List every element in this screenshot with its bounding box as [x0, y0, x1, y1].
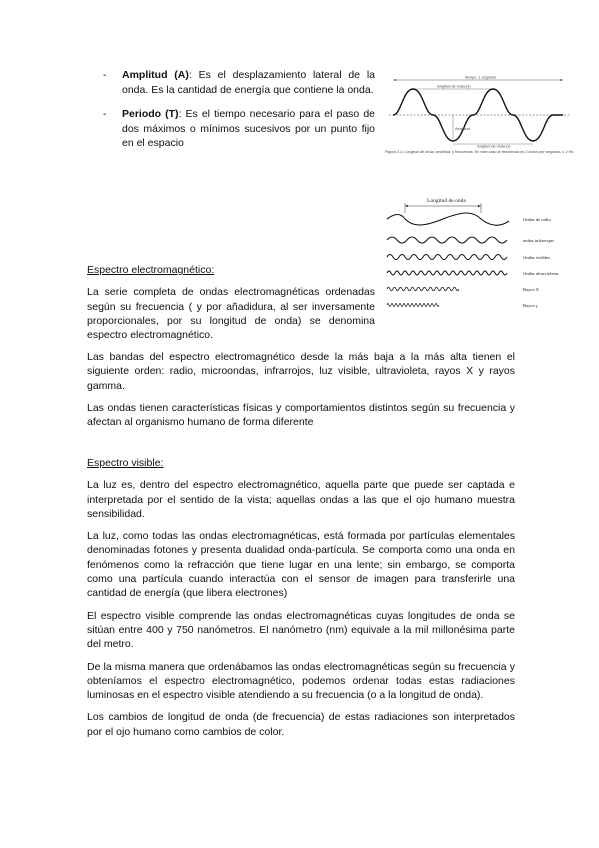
- xray-wave: [387, 287, 459, 291]
- wavelength-label-top: longitud de onda (λ): [437, 84, 471, 89]
- bullet-text: : Es el desplazamiento lateral de la onda. Es la cantidad de energía que contiene la onda.: [122, 69, 375, 96]
- bullet-dash: -: [103, 69, 107, 81]
- definition-list: [103, 68, 375, 161]
- amplitude-label: Amplitud: [455, 127, 470, 131]
- section-heading: Espectro electromagnético:: [87, 264, 215, 276]
- paragraph: La serie completa de ondas electromagnéticas ordenadas según su frecuencia ( y por añadidura, al ser inversamente proporcionales, por su longitud de onda) se denomina espectro electromagnético.: [87, 286, 375, 342]
- bullet-term: Periodo (T): [122, 108, 179, 121]
- wavelength-label-bottom: longitud de onda (λ): [477, 144, 511, 149]
- paragraph: Las bandas del espectro electromagnético desde la más baja a la más alta tienen el siguiente orden: radio, microondas, infrarrojos, luz visible, ultravioleta, rayos X y rayos gamma.: [87, 351, 515, 392]
- visible-wave: [387, 255, 507, 260]
- gamma-wave: [387, 304, 439, 307]
- figure-caption: Figura 2.1: Longitud de onda, amplitud, y frecuencia. En este caso la frecuencia es 2 ciclos por segundo, o 2 Hz.: [385, 150, 575, 154]
- bullet-period: [103, 107, 375, 151]
- wavelength-comparison-figure: [383, 195, 583, 325]
- paragraph: Las ondas tienen características físicas y comportamientos distintos según su frecuencia y afectan al organismo humano de forma diferente: [87, 401, 515, 429]
- section-heading: Espectro visible:: [87, 457, 164, 469]
- wave-label: Ondas visibles: [523, 255, 550, 260]
- figure-title: Longitud de onda: [427, 198, 466, 204]
- section-visible-spectrum: [87, 456, 515, 747]
- wave-label: Ondas ultravioletas: [523, 271, 559, 276]
- paragraph: De la misma manera que ordenábamos las ondas electromagnéticas según su frecuencia y obteníamos el espectro electromagnético, podemos ordenar todas estas radiaciones luminosas en el espectro visible atendiendo a su frecuencia (o a la longitud de onda).: [87, 660, 515, 702]
- wave-label: Rayos γ: [523, 303, 538, 308]
- wave-label: Ondas de radio: [523, 217, 551, 222]
- time-label: tiempo: 1 segundo: [465, 75, 497, 80]
- section-spectrum-continued: [87, 350, 515, 437]
- section-spectrum: [87, 263, 375, 350]
- bullet-term: Amplitud (A): [122, 69, 189, 81]
- paragraph: Los cambios de longitud de onda (de frecuencia) de estas radiaciones son interpretados por el ojo humano como cambios de color.: [87, 711, 515, 738]
- paragraph: El espectro visible comprende las ondas electromagnéticas cuyas longitudes de onda se sitúan entre 400 y 750 nanómetros. El nanómetro (nm) equivale a la mil millonésima parte del metro.: [87, 609, 515, 651]
- paragraph: La luz, como todas las ondas electromagnéticas, está formada por partículas elementales denominadas fotones y presenta dualidad onda-partícula. Se comporta como una onda en fenómenos como la refracción que tiene lugar en una lente; sin embargo, se comporta como una partícula cuando interactúa con el sensor de imagen para transferirle una cantidad de energía (que libera electrones): [87, 530, 515, 600]
- bullet-text: : Es el tiempo necesario para el paso de dos máximos o mínimos sucesivos por un punto fijo en el espacio: [122, 108, 376, 150]
- wave-label: Rayos X: [523, 287, 539, 292]
- wave-label: ondas infrarrojas: [523, 238, 554, 243]
- infrared-wave: [387, 237, 507, 243]
- radio-wave: [387, 213, 509, 225]
- bullet-dash: -: [103, 108, 107, 121]
- bullet-amplitude: [103, 68, 375, 97]
- paragraph: La luz es, dentro del espectro electromagnético, aquella parte que puede ser captada e interpretada por el sentido de la vista; aquellas ondas a las que el ojo humano muestra sensibilidad.: [87, 479, 515, 520]
- wave-diagram-figure: [385, 74, 580, 179]
- ultraviolet-wave: [387, 271, 507, 275]
